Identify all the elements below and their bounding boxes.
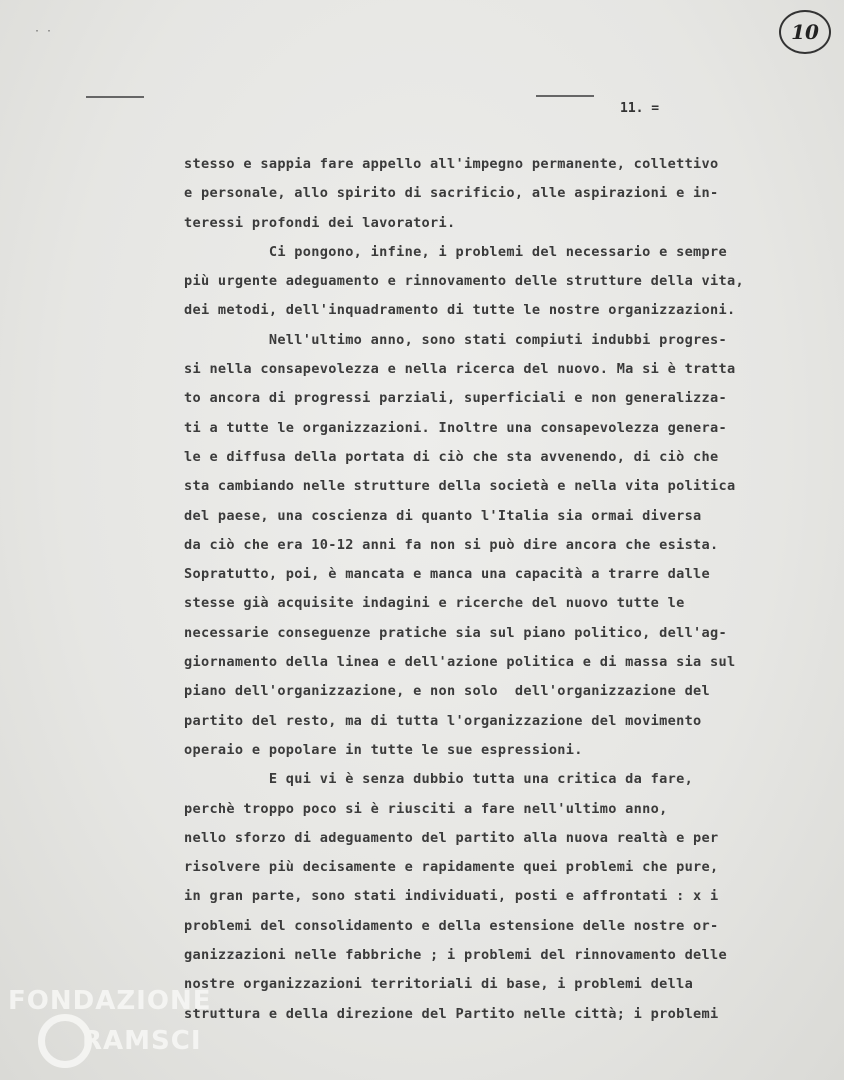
text-line: E qui vi è senza dubbio tutta una critica da fare, [184, 771, 694, 788]
top-center-rule [536, 95, 594, 97]
text-line: struttura e della direzione del Partito nelle città; i problemi [184, 1005, 719, 1022]
circled-page-number: 10 [779, 10, 831, 54]
text-line: necessarie conseguenze pratiche sia sul piano politico, dell'ag- [184, 624, 727, 641]
text-line: dei metodi, dell'inquadramento di tutte le nostre organizzazioni. [184, 302, 736, 319]
text-line: e personale, allo spirito di sacrificio, alle aspirazioni e in- [184, 185, 719, 202]
text-line: operaio e popolare in tutte le sue espressioni. [184, 741, 583, 758]
text-line: più urgente adeguamento e rinnovamento delle strutture della vita, [184, 273, 744, 290]
text-line: nello sforzo di adeguamento del partito alla nuova realtà e per [184, 829, 719, 846]
text-line: giornamento della linea e dell'azione politica e di massa sia sul [184, 654, 736, 671]
text-line: piano dell'organizzazione, e non solo dell'organizzazione del [184, 683, 711, 700]
text-line: si nella consapevolezza e nella ricerca del nuovo. Ma si è tratta [184, 361, 736, 378]
text-line: ti a tutte le organizzazioni. Inoltre una consapevolezza genera- [184, 419, 727, 436]
text-line: stesso e sappia fare appello all'impegno permanente, collettivo [184, 156, 719, 172]
speck-mark: · · [34, 26, 53, 37]
text-line: stesse già acquisite indagini e ricerche del nuovo tutte le [184, 595, 685, 612]
top-left-rule [86, 96, 144, 98]
watermark-line-1: FONDAZIONE [8, 986, 212, 1016]
text-line: da ciò che era 10-12 anni fa non si può dire ancora che esista. [184, 536, 719, 553]
typewritten-body [184, 150, 824, 1029]
text-line: to ancora di progressi parziali, superficiali e non generalizza- [184, 390, 727, 407]
text-line: nostre organizzazioni territoriali di base, i problemi della [184, 976, 694, 993]
text-line: sta cambiando nelle strutture della società e nella vita politica [184, 478, 736, 495]
fondazione-gramsci-watermark [8, 986, 211, 1068]
text-line: ganizzazioni nelle fabbriche ; i problemi del rinnovamento delle [184, 947, 727, 964]
text-line: Nell'ultimo anno, sono stati compiuti indubbi progres- [184, 331, 727, 348]
text-line: risolvere più decisamente e rapidamente quei problemi che pure, [184, 859, 719, 876]
text-line: Sopratutto, poi, è mancata e manca una capacità a trarre dalle [184, 566, 711, 583]
text-line: Ci pongono, infine, i problemi del necessario e sempre [184, 243, 727, 260]
watermark-line-2: RAMSCI [82, 1026, 202, 1056]
text-line: le e diffusa della portata di ciò che sta avvenendo, di ciò che [184, 448, 719, 465]
text-line: in gran parte, sono stati individuati, posti e affrontati : x i [184, 888, 719, 905]
text-line: del paese, una coscienza di quanto l'Italia sia ormai diversa [184, 507, 702, 524]
typed-page-number: 11. = [620, 101, 660, 116]
text-line: problemi del consolidamento e della estensione delle nostre or- [184, 917, 719, 934]
text-line: partito del resto, ma di tutta l'organizzazione del movimento [184, 712, 702, 729]
text-line: perchè troppo poco si è riusciti a fare nell'ultimo anno, [184, 800, 668, 817]
text-line: teressi profondi dei lavoratori. [184, 214, 456, 231]
